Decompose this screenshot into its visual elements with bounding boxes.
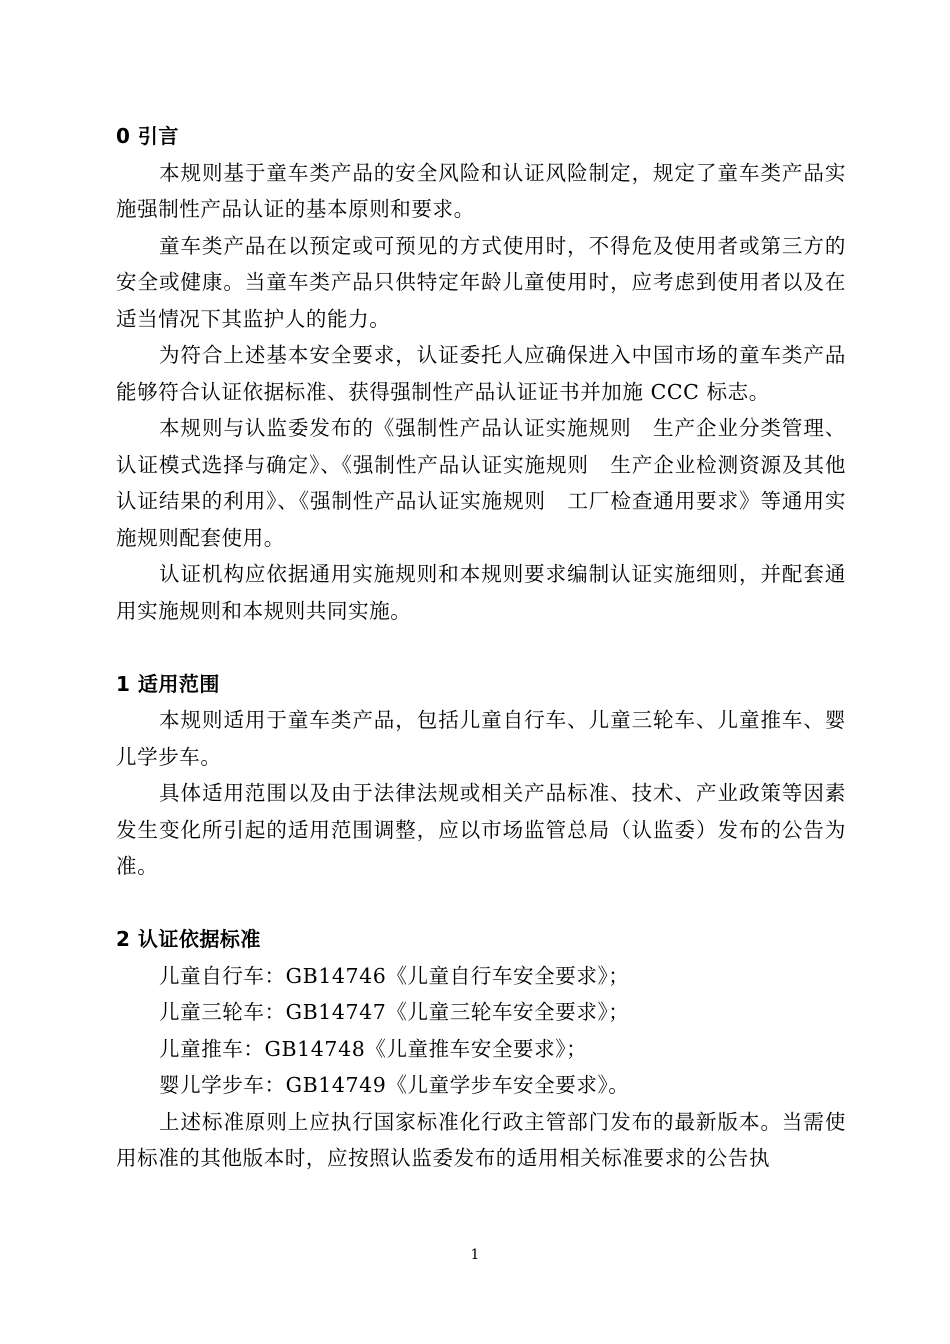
standard-item: 儿童三轮车：GB14747《儿童三轮车安全要求》； bbox=[159, 1000, 630, 1024]
page-number: 1 bbox=[470, 1247, 480, 1263]
section-scope bbox=[116, 666, 846, 885]
paragraph: 具体适用范围以及由于法律法规或相关产品标准、技术、产业政策等因素发生变化所引起的适用范围调整，应以市场监管总局（认监委）发布的公告为准。 bbox=[116, 781, 846, 878]
paragraph: 本规则适用于童车类产品，包括儿童自行车、儿童三轮车、儿童推车、婴儿学步车。 bbox=[116, 708, 846, 769]
document-body bbox=[116, 118, 846, 1177]
section-heading-intro: 0 引言 bbox=[116, 124, 179, 148]
standard-item: 儿童推车：GB14748《儿童推车安全要求》； bbox=[159, 1036, 588, 1061]
section-standards bbox=[116, 921, 846, 1177]
paragraph: 为符合上述基本安全要求，认证委托人应确保进入中国市场的童车类产品能够符合认证依据标准、获得强制性产品认证证书并加施 CCC 标志。 bbox=[116, 343, 846, 404]
section-spacer bbox=[116, 885, 846, 922]
paragraph: 本规则基于童车类产品的安全风险和认证风险制定，规定了童车类产品实施强制性产品认证的基本原则和要求。 bbox=[116, 160, 846, 221]
standard-item: 儿童自行车：GB14746《儿童自行车安全要求》； bbox=[159, 963, 630, 988]
paragraph: 认证机构应依据通用实施规则和本规则要求编制认证实施细则，并配套通用实施规则和本规则共同实施。 bbox=[116, 562, 846, 623]
section-heading-standards: 2 认证依据标准 bbox=[116, 927, 261, 951]
section-spacer bbox=[116, 629, 846, 666]
section-heading-scope: 1 适用范围 bbox=[116, 671, 220, 696]
paragraph: 上述标准原则上应执行国家标准化行政主管部门发布的最新版本。当需使用标准的其他版本时，应按照认监委发布的适用相关标准要求的公告执 bbox=[116, 1109, 846, 1170]
standard-item: 婴儿学步车：GB14749《儿童学步车安全要求》。 bbox=[159, 1073, 630, 1097]
section-intro bbox=[116, 118, 846, 629]
paragraph: 本规则与认监委发布的《强制性产品认证实施规则 生产企业分类管理、认证模式选择与确定》、《强制性产品认证实施规则 生产企业检测资源及其他认证结果的利用》、《强制性产品认证实施规则 工厂检查通用要求》等通用实施规则配套使用。 bbox=[116, 416, 846, 550]
paragraph: 童车类产品在以预定或可预见的方式使用时，不得危及使用者或第三方的安全或健康。当童车类产品只供特定年龄儿童使用时，应考虑到使用者以及在适当情况下其监护人的能力。 bbox=[116, 233, 846, 331]
